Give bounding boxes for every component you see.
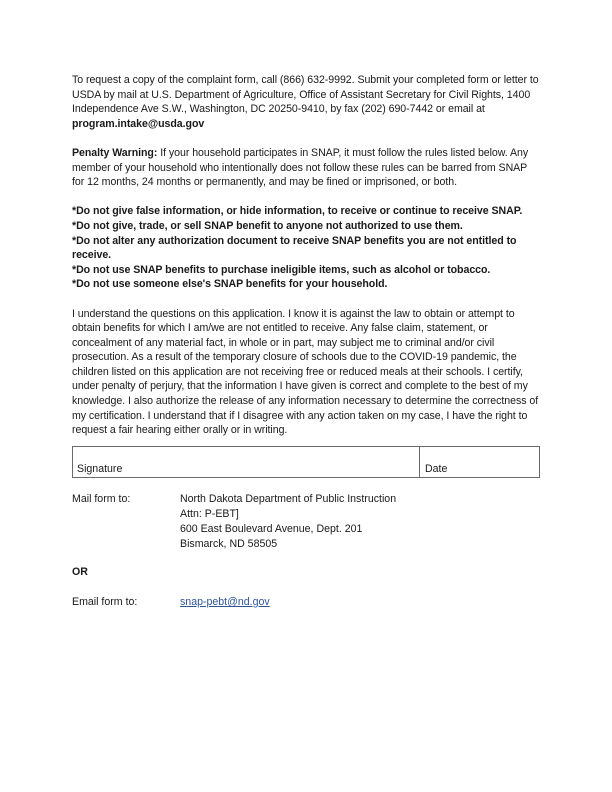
email-label: Email form to: (72, 596, 138, 608)
penalty-warning-paragraph (72, 146, 542, 190)
signature-date-box (72, 446, 540, 478)
address-line: North Dakota Department of Public Instruction (180, 493, 397, 505)
complaint-text: To request a copy of the complaint form, call (866) 632-9992. Submit your completed form or letter to USDA by mail at U.S. Department of Agriculture, Office of Assistant Secretary for Civil Rights, 1400 Independence Ave S.W., Washington, DC 20250-9410, by fax (202) 690-7442 or email at (72, 74, 539, 116)
or-label: OR (72, 566, 88, 578)
rule-item: *Do not use SNAP benefits to purchase ineligible items, such as alcohol or tobacco. (72, 263, 491, 276)
document-body (72, 73, 542, 452)
certification-paragraph: I understand the questions on this application. I know it is against the law to obtain or attempt to obtain benefits for which I am/we are not entitled to receive. Any false claim, statement, or concealment of any material fact, in whole or in part, may subject me to criminal and/or civil prosecution. As a result of the temporary closure of schools due to the COVID-19 pandemic, the children listed on this application are not receiving free or reduced meals at their schools. I certify, under penalty of perjury, that the information I have given is correct and complete to the best of my knowledge. I also authorize the release of any information necessary to determine the correctness of my certification. I understand that if I disagree with any action taken on my case, I have the right to request a fair hearing either orally or in writing. (72, 307, 539, 437)
penalty-warning-text: If your household participates in SNAP, it must follow the rules listed below. Any member of your household who intentionally does not follow these rules can be barred from SNAP for 12 months, 24 months or permanently, and may be fined or imprisoned, or both. (72, 146, 529, 189)
rules-list (72, 204, 542, 292)
mail-address (180, 492, 396, 552)
rule-item: *Do not give, trade, or sell SNAP benefit to anyone not authorized to use them. (72, 219, 463, 232)
rule-item: *Do not use someone else's SNAP benefits for your household. (72, 278, 388, 291)
rule-item: *Do not give false information, or hide information, to receive or continue to receive SNAP. (72, 205, 523, 218)
penalty-warning-label: Penalty Warning: (72, 146, 158, 159)
signature-date-divider (419, 447, 420, 477)
rule-item: *Do not alter any authorization document to receive SNAP benefits you are not entitled to receive. (72, 234, 517, 262)
signature-field: Signature (77, 463, 123, 475)
date-field: Date (425, 463, 448, 475)
address-line: Attn: P-EBT] (180, 508, 239, 520)
mail-label: Mail form to: (72, 493, 131, 505)
email-link[interactable]: snap-pebt@nd.gov (180, 596, 270, 608)
complaint-paragraph (72, 73, 542, 131)
address-line: 600 East Boulevard Avenue, Dept. 201 (180, 523, 363, 535)
usda-email: program.intake@usda.gov (72, 117, 205, 130)
address-line: Bismarck, ND 58505 (180, 538, 278, 550)
